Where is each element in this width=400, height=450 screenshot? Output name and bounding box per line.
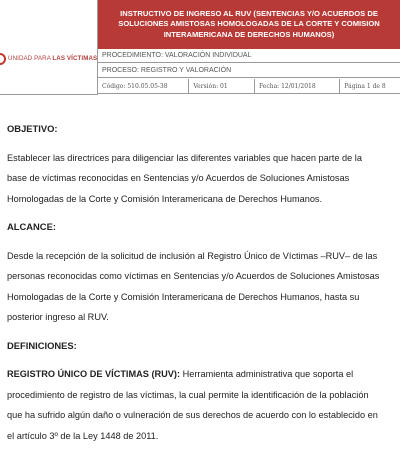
title-line-1: INSTRUCTIVO DE INGRESO AL RUV (SENTENCIAS Y/O ACUERDOS DE bbox=[120, 9, 378, 19]
unidad-victimas-logo-icon bbox=[0, 53, 6, 65]
pagina-cell: Página 1 de 8 bbox=[344, 83, 386, 90]
definiciones-heading: DEFINICIONES: bbox=[7, 339, 77, 351]
definicion-term: REGISTRO ÚNICO DE VÍCTIMAS (RUV): bbox=[7, 369, 181, 379]
alcance-heading: ALCANCE: bbox=[7, 221, 56, 232]
document-title bbox=[98, 0, 400, 49]
document-header bbox=[0, 0, 400, 94]
proceso-row: PROCESO: REGISTRO Y VALORACIÓN bbox=[98, 64, 400, 78]
definicion-line-4: el artículo 3º de la Ley 1448 de 2011. bbox=[7, 430, 159, 441]
definicion-line-2: procedimiento de registro de las víctimas, la cual permite la identificación de la población bbox=[7, 389, 369, 400]
objetivo-line-3: Homologadas de la Corte y Comisión Interamericana de Derechos Humanos. bbox=[7, 193, 323, 204]
definicion-line-1 bbox=[7, 364, 400, 385]
alcance-line-1: Desde la recepción de la solicitud de inclusión al Registro Único de Víctimas –RUV– de las bbox=[7, 250, 378, 261]
logo-text-light: UNIDAD PARA bbox=[8, 55, 53, 62]
logo-cell bbox=[0, 0, 98, 95]
title-line-2: SOLUCIONES AMISTOSAS HOMOLOGADAS DE LA CORTE Y COMISION bbox=[118, 19, 380, 29]
objetivo-line-1: Establecer las directrices para diligenciar las diferentes variables que hacen parte de la bbox=[7, 152, 362, 163]
title-line-3: INTERAMERICANA DE DERECHOS HUMANOS) bbox=[163, 29, 335, 39]
fecha-cell: Fecha: 12/01/2018 bbox=[255, 79, 340, 93]
objetivo-line-2: base de víctimas reconocidas en Sentencias y/o Acuerdos de Soluciones Amistosas bbox=[7, 173, 350, 183]
logo-text-bold: LAS VÍCTIMAS bbox=[52, 55, 98, 62]
codigo-cell: Código: 510.05.05-38 bbox=[98, 79, 189, 93]
definicion-line-3: que ha sufrido algún daño o vulneración de sus derechos de acuerdo con lo establecido en bbox=[7, 410, 378, 420]
alcance-line-3: Homologadas de la Corte y Comisión Interamericana de Derechos Humanos, hasta su bbox=[7, 291, 360, 302]
metadata-row bbox=[98, 79, 400, 94]
logo-text bbox=[8, 55, 97, 62]
alcance-line-2: personas reconocidas como víctimas en Sentencias y/o Acuerdos de Soluciones Amistosas bbox=[7, 271, 380, 281]
version-cell: Versión: 01 bbox=[189, 79, 255, 93]
procedimiento-row: PROCEDIMIENTO: VALORACIÓN INDIVIDUAL bbox=[98, 49, 400, 63]
document-body bbox=[7, 119, 400, 446]
alcance-line-4: posterior ingreso al RUV. bbox=[7, 312, 109, 322]
objetivo-heading: OBJETIVO: bbox=[7, 123, 58, 134]
definicion-first-rest: Herramienta administrativa que soporta el bbox=[180, 369, 354, 379]
